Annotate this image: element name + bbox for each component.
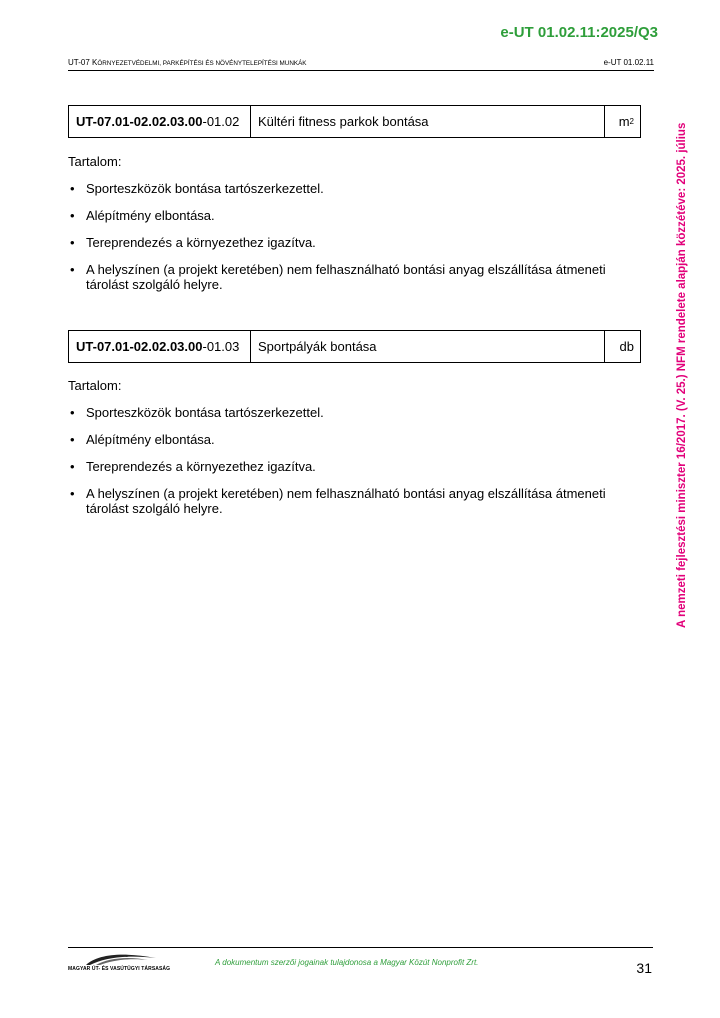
content-list bbox=[68, 405, 628, 528]
footer-divider bbox=[68, 947, 653, 948]
page-number: 31 bbox=[636, 960, 652, 976]
list-item: • Alépítmény elbontása. bbox=[70, 208, 215, 223]
list-item: • Tereprendezés a környezethez igazítva. bbox=[70, 235, 316, 250]
list-item: • A helyszínen (a projekt keretében) nem felhasználható bontási anyag elszállítása átmeneti tárolást szolgáló helyre. bbox=[70, 262, 606, 292]
bullet-icon: • bbox=[70, 459, 75, 474]
running-header bbox=[68, 58, 654, 71]
bullet-icon: • bbox=[70, 262, 75, 277]
bullet-icon: • bbox=[70, 181, 75, 196]
item-code: UT-07.01-02.02.03.00 -01.03 bbox=[69, 331, 251, 362]
list-item: • Tereprendezés a környezethez igazítva. bbox=[70, 459, 316, 474]
item-title: Sportpályák bontása bbox=[251, 331, 605, 362]
item-title: Kültéri fitness parkok bontása bbox=[251, 106, 605, 137]
item-table-1 bbox=[68, 105, 641, 138]
list-item: • Sporteszközök bontása tartószerkezettel. bbox=[70, 405, 324, 420]
running-header-title: UT-07 KÖRNYEZETVÉDELMI, PARKÉPÍTÉSI ÉS NÖVÉNYTELEPÍTÉSI MUNKÁK bbox=[68, 58, 307, 67]
list-item: • Sporteszközök bontása tartószerkezettel. bbox=[70, 181, 324, 196]
bullet-icon: • bbox=[70, 235, 75, 250]
item-unit: db bbox=[619, 339, 634, 354]
association-logo bbox=[68, 952, 171, 972]
item-table-2 bbox=[68, 330, 641, 363]
logo-swoosh-icon bbox=[68, 952, 168, 966]
content-label: Tartalom: bbox=[68, 154, 122, 169]
running-header-code: e-UT 01.02.11 bbox=[603, 58, 654, 67]
item-code: UT-07.01-02.02.03.00 -01.02 bbox=[69, 106, 251, 137]
logo-text: MAGYAR ÚT- ÉS VASÚTÜGYI TÁRSASÁG bbox=[68, 966, 171, 972]
publication-side-note: A nemzeti fejlesztési miniszter 16/2017. (V. 25.) NFM rendelete alapján közzétéve: 2025. július bbox=[676, 122, 688, 628]
item-unit: m 2 bbox=[618, 114, 634, 129]
list-item: • Alépítmény elbontása. bbox=[70, 432, 215, 447]
document-code: e-UT 01.02.11:2025/Q3 bbox=[500, 24, 658, 41]
bullet-icon: • bbox=[70, 432, 75, 447]
list-item: • A helyszínen (a projekt keretében) nem felhasználható bontási anyag elszállítása átmeneti tárolást szolgáló helyre. bbox=[70, 486, 606, 516]
content-list bbox=[68, 181, 628, 304]
copyright-note: A dokumentum szerzői jogainak tulajdonosa a Magyar Közút Nonprofit Zrt. bbox=[215, 958, 479, 967]
bullet-icon: • bbox=[70, 486, 75, 501]
content-label: Tartalom: bbox=[68, 378, 122, 393]
bullet-icon: • bbox=[70, 405, 75, 420]
bullet-icon: • bbox=[70, 208, 75, 223]
